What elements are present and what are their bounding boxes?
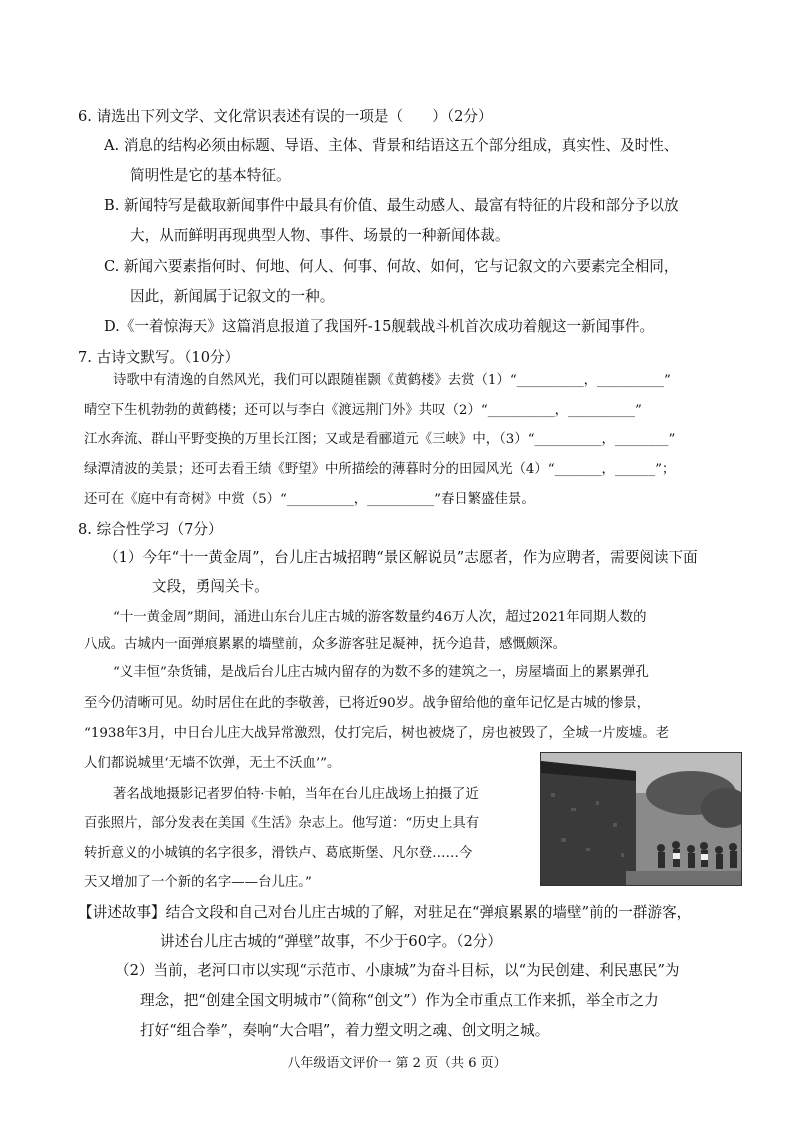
q8-part2-cont-1: 理念，把“创建全国文明城市”（简称“创文”）作为全市重点工作来抓，举全市之力 <box>140 992 659 1009</box>
q7-line-2: 晴空下生机勃勃的黄鹤楼；还可以与李白《渡远荆门外》共叹（2）“__________，__________” <box>84 403 642 418</box>
reading-para-3: 著名战地摄影记者罗伯特·卡帕，当年在台儿庄战场上拍摄了近 <box>113 787 479 802</box>
q7-line-5: 还可在《庭中有奇树》中赏（5）“__________，__________”春日繁盛佳景。 <box>84 492 535 507</box>
historic-wall-photo <box>540 752 742 886</box>
q8-part1-prompt: （1）今年“十一黄金周”，台儿庄古城招聘“景区解说员”志愿者，作为应聘者，需要阅读下面 <box>104 549 698 566</box>
photo-illustration <box>541 753 741 885</box>
reading-para-2-cont-3: 人们都说城里‘无墙不饮弹，无土不沃血’”。 <box>84 756 341 771</box>
reading-para-3-cont-2: 转折意义的小城镇的名字很多，滑铁卢、葛底斯堡、凡尔登……今 <box>84 846 473 861</box>
q7-line-3: 江水奔流、群山平野变换的万里长江图；又或是看郦道元《三峡》中，（3）“__________，________” <box>84 432 676 447</box>
page-footer: 八年级语文评价一 第 2 页（共 6 页） <box>287 1056 507 1071</box>
reading-para-1-cont: 八成。古城内一面弹痕累累的墙壁前，众多游客驻足凝神，抚今追昔，感慨颇深。 <box>84 637 567 652</box>
reading-para-3-cont-3: 天又增加了一个新的名字——台儿庄。” <box>84 875 312 890</box>
q6-option-b: B. 新闻特写是截取新闻事件中最具有价值、最生动感人、最富有特征的片段和部分予以放 <box>104 197 679 214</box>
q6-option-b-cont: 大，从而鲜明再现典型人物、事件、场景的一种新闻体裁。 <box>130 227 510 244</box>
q6-stem: 6. 请选出下列文学、文化常识表述有误的一项是（ ）（2分） <box>78 108 493 125</box>
reading-para-2-cont-2: “1938年3月，中日台儿庄大战异常激烈，仗打完后，树也被烧了，房也被毁了，全城一片废墟。老 <box>84 726 670 741</box>
q6-option-a: A. 消息的结构必须由标题、导语、主体、背景和结语这五个部分组成，真实性、及时性、 <box>104 137 679 154</box>
q8-part2: （2）当前，老河口市以实现“示范市、小康城”为奋斗目标，以“为民创建、利民惠民”为 <box>115 962 680 979</box>
q6-option-d: D.《一着惊海天》这篇消息报道了我国歼-15舰载战斗机首次成功着舰这一新闻事件。 <box>104 318 655 335</box>
q6-option-a-cont: 简明性是它的基本特征。 <box>130 167 291 184</box>
reading-para-2: “义丰恒”杂货铺，是战后台儿庄古城内留存的为数不多的建筑之一，房屋墙面上的累累弹孔 <box>113 665 649 680</box>
reading-para-1: “十一黄金周”期间，涌进山东台儿庄古城的游客数量约46万人次，超过2021年同期人数的 <box>113 610 647 625</box>
q8-title: 8. 综合性学习（7分） <box>78 521 223 538</box>
reading-para-3-cont-1: 百张照片，部分发表在美国《生活》杂志上。他写道：“历史上具有 <box>84 816 480 831</box>
task-storytelling: 【讲述故事】结合文段和自己对台儿庄古城的了解，对驻足在“弹痕累累的墙壁”前的一群游客， <box>78 904 692 921</box>
q8-part2-cont-2: 打好“组合拳”，奏响“大合唱”，着力塑文明之魂、创文明之城。 <box>140 1022 550 1039</box>
q7-line-1: 诗歌中有清逸的自然风光，我们可以跟随崔颢《黄鹤楼》去赏（1）“__________，__________” <box>113 373 671 388</box>
q7-line-4: 绿潭清波的美景；还可去看王绩《野望》中所描绘的薄暮时分的田园风光（4）“_______，______”； <box>84 462 676 477</box>
q8-part1-prompt-cont: 文段，勇闯关卡。 <box>152 578 269 595</box>
q7-title: 7. 古诗文默写。（10分） <box>78 349 240 366</box>
q6-option-c-cont: 因此，新闻属于记叙文的一种。 <box>130 288 335 305</box>
reading-para-2-cont-1: 至今仍清晰可见。幼时居住在此的李敬善，已将近90岁。战争留给他的童年记忆是古城的惨景， <box>84 696 651 711</box>
q6-option-c: C. 新闻六要素指何时、何地、何人、何事、何故、如何，它与记叙文的六要素完全相同， <box>104 258 679 275</box>
task-storytelling-cont: 讲述台儿庄古城的“弹壁”故事，不少于60字。（2分） <box>160 933 502 950</box>
